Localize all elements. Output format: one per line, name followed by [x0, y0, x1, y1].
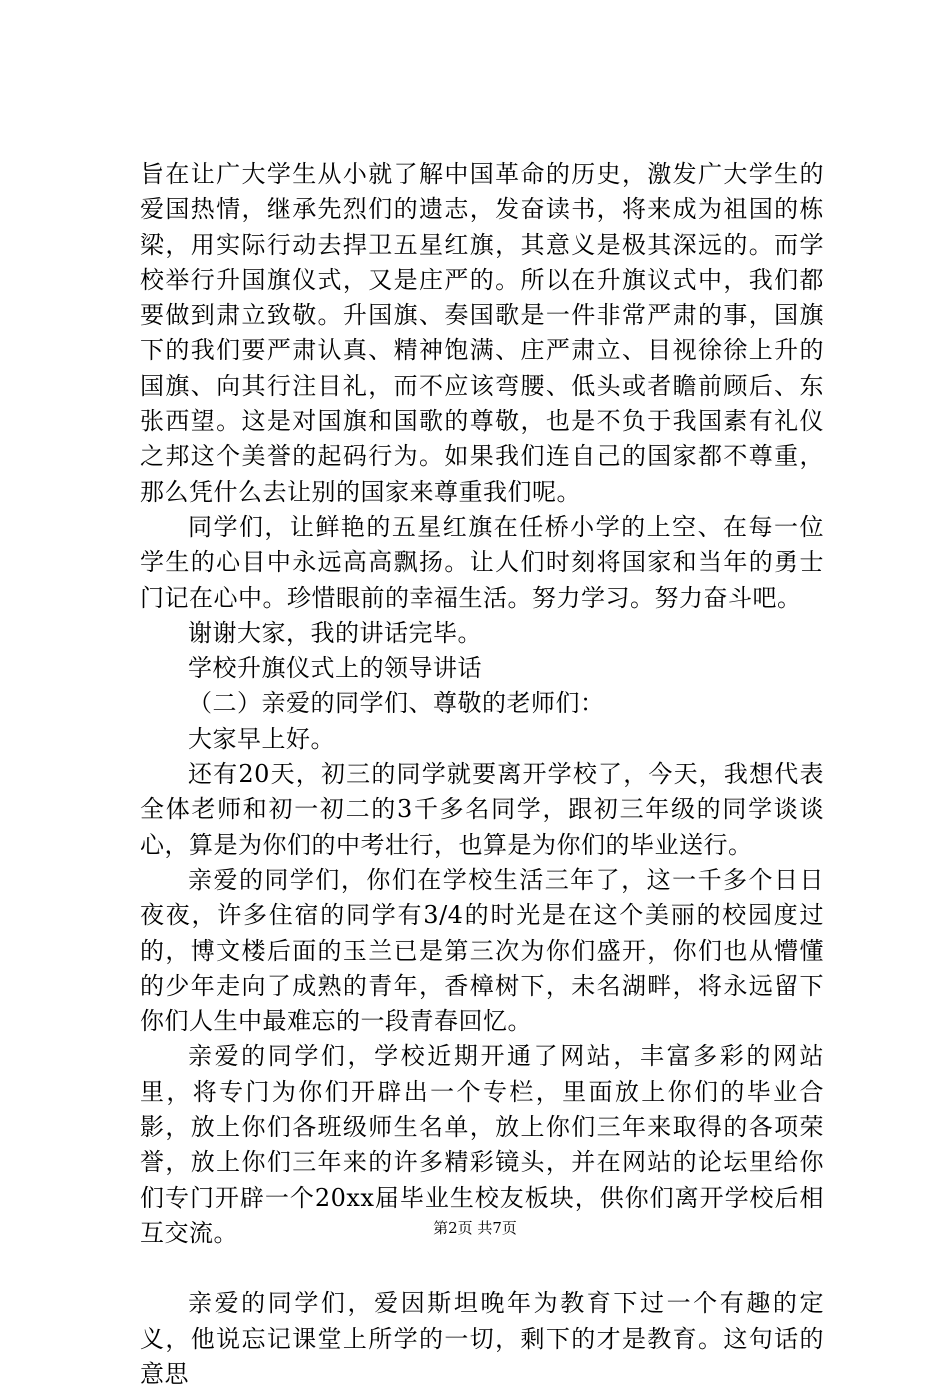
speech-salutation: （二）亲爱的同学们、尊敬的老师们：: [188, 689, 605, 718]
paragraph-twenty-days: 还有20天，初三的同学就要离开学校了，今天，我想代表全体老师和初一初二的3千多名同学，跟初三年级的同学谈谈心，算是为你们的中考壮行，也算是为你们的毕业送行。: [140, 760, 824, 859]
paragraph-einstein: 亲爱的同学们，爱因斯坦晚年为教育下过一个有趣的定义，他说忘记课堂上所学的一切，剩下的才是教育。这句话的意思: [140, 1289, 824, 1388]
paragraph-website: 亲爱的同学们，学校近期开通了网站，丰富多彩的网站里，将专门为你们开辟出一个专栏，里面放上你们的毕业合影，放上你们各班级师生名单，放上你们三年来取得的各项荣誉，放上你们三年来的许多精彩镜头，并在网站的论坛里给你们专门开辟一个20xx届毕业生校友板块，供你们离开学校后相互交流。: [140, 1042, 824, 1247]
document-body: [140, 157, 824, 1392]
paragraph-flag-waving: 同学们，让鲜艳的五星红旗在任桥小学的上空、在每一位学生的心目中永远高高飘扬。让人们时刻将国家和当年的勇士门记在心中。珍惜眼前的幸福生活。努力学习。努力奋斗吧。: [140, 512, 824, 612]
paragraph-thanks: 谢谢大家，我的讲话完毕。: [188, 618, 482, 647]
paragraph-flag-ceremony-meaning: 旨在让广大学生从小就了解中国革命的历史，激发广大学生的爱国热情，继承先烈们的遗志，发奋读书，将来成为祖国的栋梁，用实际行动去捍卫五星红旗，其意义是极其深远的。而学校举行升国旗仪式，又是庄严的。所以在升旗议式中，我们都要做到肃立致敬。升国旗、奏国歌是一件非常严肃的事，国旗下的我们要严肃认真、精神饱满、庄严肃立、目视徐徐上升的国旗、向其行注目礼，而不应该弯腰、低头或者瞻前顾后、东张西望。这是对国旗和国歌的尊敬，也是不负于我国素有礼仪之邦这个美誉的起码行为。如果我们连自己的国家都不尊重，那么凭什么去让别的国家来尊重我们呢。: [140, 160, 824, 506]
speech-greeting: 大家早上好。: [188, 724, 335, 753]
paragraph-three-years: 亲爱的同学们，你们在学校生活三年了，这一千多个日日夜夜，许多住宿的同学有3/4的时光是在这个美丽的校园度过的，博文楼后面的玉兰已是第三次为你们盛开，你们也从懵懂的少年走向了成熟的青年，香樟树下，未名湖畔，将永远留下你们人生中最难忘的一段青春回忆。: [140, 865, 824, 1036]
page-number-footer: 第2页 共7页: [433, 1219, 517, 1237]
section-title: 学校升旗仪式上的领导讲话: [188, 654, 482, 683]
